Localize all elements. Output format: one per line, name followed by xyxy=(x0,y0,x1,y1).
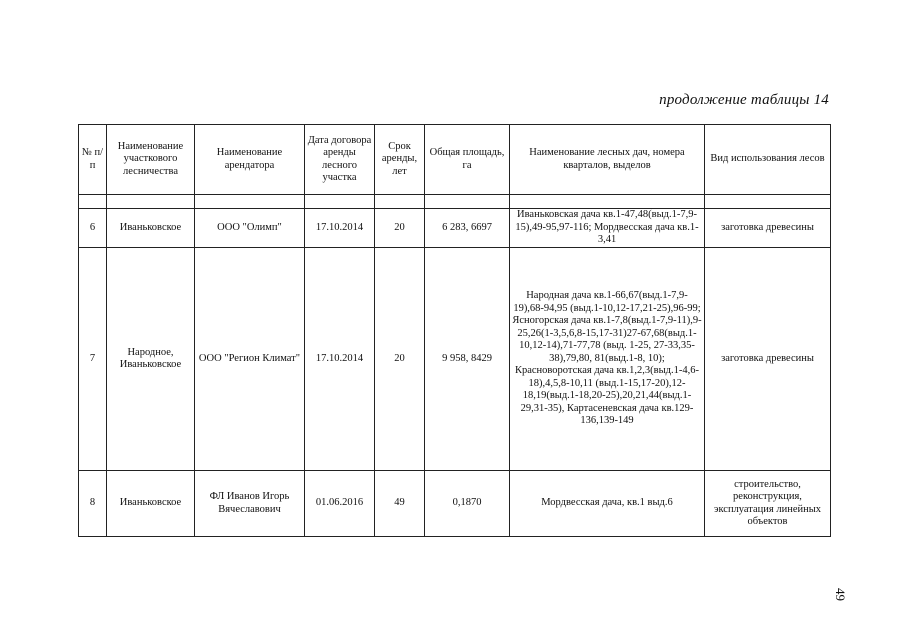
spacer-cell xyxy=(375,195,425,209)
cell-date: 17.10.2014 xyxy=(305,209,375,248)
cell-forestry: Народное, Иваньковское xyxy=(107,248,195,471)
cell-forestry: Иваньковское xyxy=(107,209,195,248)
cell-tenant: ООО "Олимп" xyxy=(195,209,305,248)
cell-dachas: Мордвесская дача, кв.1 выд.6 xyxy=(510,471,705,537)
cell-use: заготовка древесины xyxy=(705,248,831,471)
cell-term: 20 xyxy=(375,248,425,471)
spacer-row xyxy=(79,195,831,209)
header-use: Вид использования лесов xyxy=(705,125,831,195)
header-forestry: Наименование участкового лесничества xyxy=(107,125,195,195)
cell-dachas: Народная дача кв.1-66,67(выд.1-7,9-19),68-94,95 (выд.1-10,12-17,21-25),96-99; Ясногорская дача кв.1-7,8(выд.1-7,9-11),9-25,26(1-3,5,6,8-15,17-31)27-67,68(выд.1-10,12-14),71-77,78 (выд. 1-25, 27-33,35-38),79,80, 81(выд.1-8, 10); Красноворотская дача кв.1,2,3(выд.1-4,6-18),4,5,8-10,11 (выд.1-15,17-20),12-18,19(выд.1-18,20-25),20,21,44(выд.1-29,31-35), Картасеневская дача кв.129-136,139-149 xyxy=(510,248,705,471)
cell-use: строительство, реконструкция, эксплуатация линейных объектов xyxy=(705,471,831,537)
cell-date: 01.06.2016 xyxy=(305,471,375,537)
spacer-cell xyxy=(425,195,510,209)
cell-term: 20 xyxy=(375,209,425,248)
header-num: № п/п xyxy=(79,125,107,195)
cell-area: 0,1870 xyxy=(425,471,510,537)
page-number: 49 xyxy=(833,588,848,601)
table-row xyxy=(79,471,831,537)
cell-num: 8 xyxy=(79,471,107,537)
spacer-cell xyxy=(79,195,107,209)
cell-num: 7 xyxy=(79,248,107,471)
header-term: Срок аренды, лет xyxy=(375,125,425,195)
spacer-cell xyxy=(305,195,375,209)
header-row xyxy=(79,125,831,195)
table-row xyxy=(79,248,831,471)
header-dachas: Наименование лесных дач, номера кварталов, выделов xyxy=(510,125,705,195)
cell-num: 6 xyxy=(79,209,107,248)
cell-date: 17.10.2014 xyxy=(305,248,375,471)
cell-forestry: Иваньковское xyxy=(107,471,195,537)
cell-use: заготовка древесины xyxy=(705,209,831,248)
cell-tenant: ФЛ Иванов Игорь Вячеславович xyxy=(195,471,305,537)
cell-tenant: ООО "Регион Климат" xyxy=(195,248,305,471)
header-date: Дата договора аренды лесного участка xyxy=(305,125,375,195)
lease-table xyxy=(78,124,831,537)
spacer-cell xyxy=(510,195,705,209)
spacer-cell xyxy=(705,195,831,209)
spacer-cell xyxy=(107,195,195,209)
header-tenant: Наименование арендатора xyxy=(195,125,305,195)
cell-dachas: Иваньковская дача кв.1-47,48(выд.1-7,9-15),49-95,97-116; Мордвесская дача кв.1-3,41 xyxy=(510,209,705,248)
table-caption: продолжение таблицы 14 xyxy=(659,92,829,108)
header-area: Общая площадь, га xyxy=(425,125,510,195)
spacer-cell xyxy=(195,195,305,209)
cell-area: 6 283, 6697 xyxy=(425,209,510,248)
table-row xyxy=(79,209,831,248)
cell-term: 49 xyxy=(375,471,425,537)
cell-area: 9 958, 8429 xyxy=(425,248,510,471)
